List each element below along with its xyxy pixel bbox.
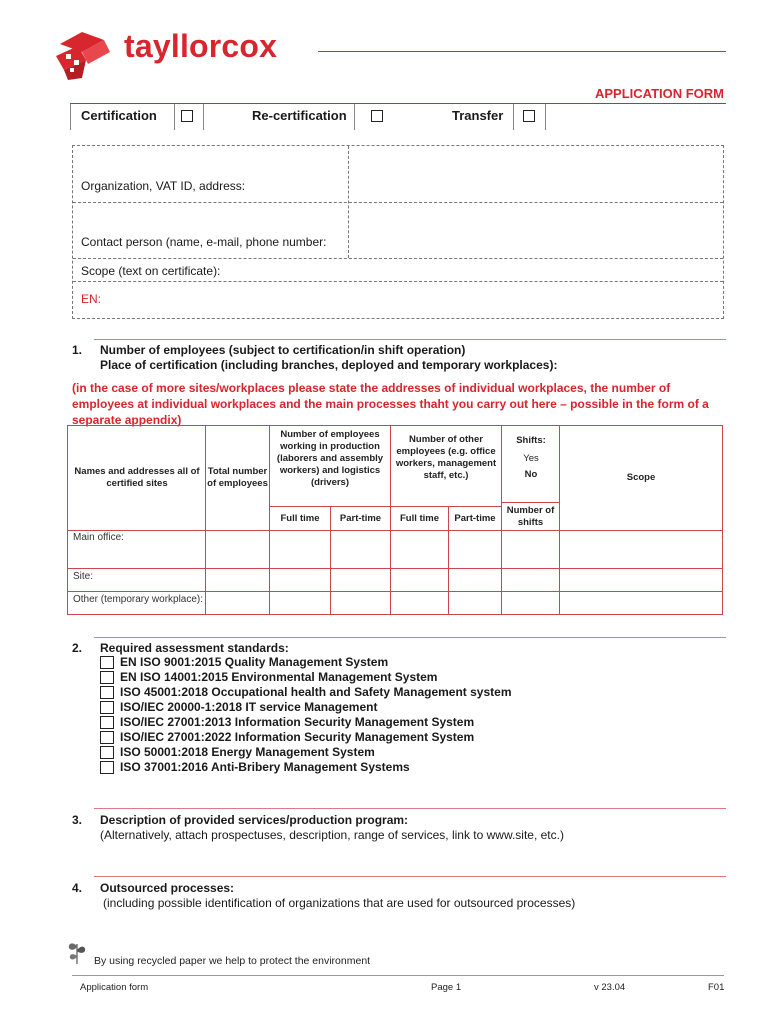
row-divider	[354, 104, 355, 130]
row-divider	[545, 104, 546, 130]
employees-table	[67, 425, 723, 615]
section-2-title: Required assessment standards:	[100, 641, 289, 655]
production-full-time: Full time	[280, 513, 320, 524]
section-4-subtitle: (including possible identification of organizations that are used for outsourced processes)	[103, 896, 576, 910]
standard-label: ISO/IEC 27001:2022 Information Security Management System	[120, 730, 475, 744]
standard-checkbox[interactable]	[100, 716, 114, 729]
col-sites-header: Names and addresses all of certified sites	[74, 466, 200, 489]
row-main-office: Main office:	[73, 532, 124, 543]
header-rule	[318, 51, 726, 52]
standard-label: ISO 37001:2016 Anti-Bribery Management Systems	[120, 760, 410, 774]
standard-checkbox[interactable]	[100, 746, 114, 759]
section-1-title: Number of employees (subject to certification/in shift operation)	[100, 343, 466, 357]
standard-checkbox[interactable]	[100, 761, 114, 774]
standard-label: ISO 50001:2018 Energy Management System	[120, 745, 375, 759]
transfer-label: Transfer	[452, 108, 504, 123]
recertification-label: Re-certification	[252, 108, 347, 123]
table-divider	[73, 258, 723, 259]
logo-wordmark: tayllorcox	[124, 28, 278, 64]
footer-form-code: F01	[708, 982, 725, 993]
standard-checkbox[interactable]	[100, 731, 114, 744]
transfer-checkbox[interactable]	[523, 110, 535, 122]
production-part-time: Part-time	[339, 513, 382, 524]
recycle-leaf-icon	[66, 938, 88, 966]
shifts-yes: Yes	[523, 453, 539, 464]
section-rule	[94, 339, 726, 340]
scope-label: Scope (text on certificate):	[81, 264, 221, 278]
contact-person-label: Contact person (name, e-mail, phone number:	[81, 235, 327, 249]
col-other-header: Number of other employees (e.g. office workers, management staff, etc.)	[395, 434, 497, 481]
footer-doc-name: Application form	[80, 982, 149, 993]
footer-version: v 23.04	[594, 982, 626, 993]
standard-checkbox[interactable]	[100, 686, 114, 699]
col-total-header: Total number of employees	[207, 466, 268, 489]
section-rule	[94, 637, 726, 638]
section-1-note: (in the case of more sites/workplaces please state the addresses of individual workplaces, the number of employees at individual workplaces and the main processes thaht you carry out here – possible in the form of a separate appendix)	[72, 381, 709, 427]
row-divider	[513, 104, 514, 130]
col-scope-header: Scope	[626, 472, 656, 483]
section-3-number: 3.	[72, 813, 83, 827]
standard-checkbox[interactable]	[100, 701, 114, 714]
standard-checkbox[interactable]	[100, 656, 114, 669]
tayllorcox-logo-icon	[52, 30, 112, 82]
section-rule	[94, 876, 726, 877]
number-of-shifts-header: Number of shifts	[506, 505, 555, 528]
recertification-checkbox[interactable]	[371, 110, 383, 122]
shifts-no: No	[524, 469, 538, 480]
section-1-subtitle: Place of certification (including branches, deployed and temporary workplaces):	[100, 358, 558, 372]
section-3-title: Description of provided services/production program:	[100, 813, 409, 827]
certification-label: Certification	[81, 108, 157, 123]
standard-checkbox[interactable]	[100, 671, 114, 684]
col-shifts-header: Shifts:	[516, 435, 546, 446]
other-part-time: Part-time	[454, 513, 496, 524]
section-1-number: 1.	[72, 343, 83, 357]
table-divider	[73, 202, 723, 203]
organization-label: Organization, VAT ID, address:	[81, 179, 246, 193]
col-production-header: Number of employees working in production (laborers and assembly workers) and logistics (drivers)	[276, 429, 384, 488]
section-2-number: 2.	[72, 641, 83, 655]
row-site: Site:	[73, 571, 94, 582]
standard-label: ISO/IEC 20000-1:2018 IT service Management	[120, 700, 378, 714]
footer-rule	[72, 975, 724, 976]
title-rule	[70, 103, 726, 104]
row-divider	[203, 104, 204, 130]
standard-label: EN ISO 14001:2015 Environmental Management System	[120, 670, 438, 684]
row-other-workplace: Other (temporary workplace):	[73, 594, 204, 605]
standard-label: EN ISO 9001:2015 Quality Management System	[120, 655, 389, 669]
form-title: APPLICATION FORM	[594, 86, 724, 101]
table-divider	[73, 281, 723, 282]
row-divider	[174, 104, 175, 130]
standard-label: ISO 45001:2018 Occupational health and Safety Management system	[120, 685, 512, 699]
section-rule	[94, 808, 726, 809]
section-3-subtitle: (Alternatively, attach prospectuses, description, range of services, link to www.site, etc.)	[100, 828, 564, 842]
row-divider	[70, 104, 71, 130]
footer-page-number: Page 1	[431, 982, 462, 993]
section-4-title: Outsourced processes:	[100, 881, 235, 895]
other-full-time: Full time	[399, 513, 440, 524]
section-4-number: 4.	[72, 881, 83, 895]
certification-checkbox[interactable]	[181, 110, 193, 122]
en-label: EN:	[81, 292, 102, 306]
organization-table	[72, 145, 724, 319]
recycled-paper-note: By using recycled paper we help to protect the environment	[94, 955, 371, 967]
standard-label: ISO/IEC 27001:2013 Information Security Management System	[120, 715, 475, 729]
